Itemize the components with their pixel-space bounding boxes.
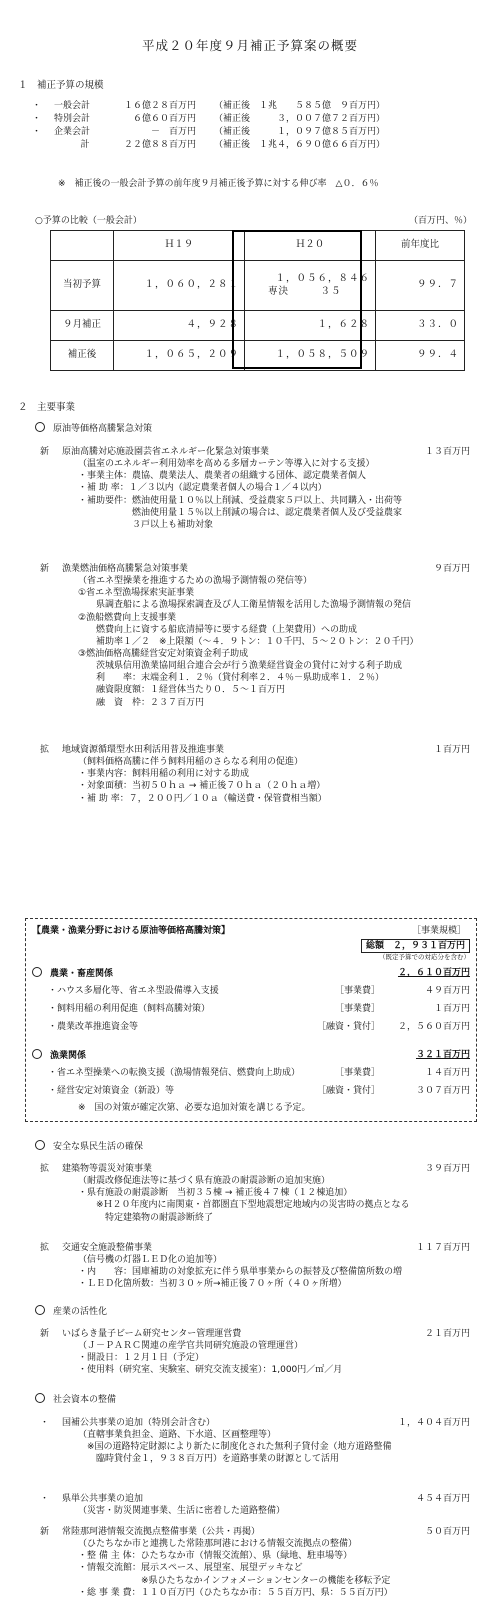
comparison-title: ○予算の比較（一般会計）	[35, 216, 142, 226]
group-heading-industry: 産業の活性化	[35, 1305, 107, 1318]
project-details: （災害・防災関連事業、生活に密着した道路整備）	[78, 1506, 286, 1517]
table-row: 補正後 １，０６５，２０９ １，０５８，５０９ ９９．４	[51, 341, 465, 371]
budget-row: ・ 一般会計 １６億２８百万円 （補正後 １兆 ５８５億 ９百万円）	[32, 101, 386, 111]
measure-row: ・飼料用稲の利用促進（飼料高騰対策） ［事業費］ １百万円	[48, 1004, 470, 1014]
group-heading-safety: 安全な県民生活の確保	[35, 1140, 143, 1153]
project-item-2: 新 漁業燃油価格高騰緊急対策事業 ９百万円 （省エネ型操業を推進するための漁場予測情報の発信等） ①省エネ型漁場探索実証事業 県調査船による漁場探索調査及び人工衛星情報を活用した漁場予測情報の発信 ②漁船燃費向上支援事業 燃費向上に資する船底清掃等に要する経費（上架費用）への助成 補助率１／２ ※上限額（～４．９トン：１０千円、５～２０トン：２０千円） ③燃油価格高騰経営安定対策資金利子助成 茨城県信用漁業協同組合連合会が行う漁業経営資金の貸付に対する利子助成 利 率：末端金利１．２％（貸付利率２．４％－県助成率１．２％） 融資限度額：１経営体当たり０．５～１百万円 融 資 枠：２３７百万円	[40, 564, 470, 708]
summary-scale-label: ［事業規模］	[411, 926, 466, 936]
fisheries-group: 漁業関係 ３２１百万円 ・省エネ型操業への転換支援（漁場情報発信、燃費向上助成） ［事業費］ １４百万円 ・経営安定対策資金（新設）等 ［融資・貸付］ ３０７百万円	[32, 1049, 470, 1103]
group-heading-oil: 原油等価格高騰緊急対策	[35, 422, 152, 435]
circle-bullet-icon	[35, 1393, 45, 1403]
project-item-3: 拡 地域資源循環型水田利活用普及推進事業 １百万円 （飼料価格高騰に伴う飼料用稲のさらなる利用の促進） ・事業内容：飼料用稲の利用に対する助成 ・対象面積：当初５０ｈａ → 補正後７０ｈａ（２０ｈａ増） ・補 助 率：７，２００円／１０ａ（輸送費・保管費相当額）	[40, 745, 470, 804]
summary-total: 総額 ２，９３１百万円	[361, 939, 470, 953]
measure-row: ・経営安定対策資金（新設）等 ［融資・貸付］ ３０７百万円	[48, 1086, 470, 1096]
comparison-unit: （百万円、％）	[408, 216, 472, 226]
project-item-6: 新 いばらき量子ビーム研究センター管理運営費 ２１百万円 （Ｊ－ＰＡＲＣ関連の産学官共同研究施設の管理運営） ・開設日：１２月１日（予定） ・使用料（研究室、実験室、研究交流支援室）：1,000円／㎡／月	[40, 1329, 470, 1376]
project-details: （温室のエネルギー利用効率を高める多層カーテン等導入に対する支援） ・事業主体：農協、農業法人、農業者の組織する団体、認定農業者個人 ・補 助 率：１／３以内（認定農業者個人の場合１／４以内） ・補助要件：燃油使用量１０％以上削減、受益農家５戸以上、共同購入・出荷等 燃油使用量１５％以上削減の場合は、認定農業者個人及び受益農家 ３戸以上も補助対象	[78, 459, 403, 530]
summary-box-title: 【農業・漁業分野における原油等価格高騰対策】	[32, 926, 231, 936]
project-details: （耐震改修促進法等に基づく県有施設の耐震診断の追加実施） ・県有施設の耐震診断 当初３５棟 → 補正後４７棟（１２棟追加） ※Ｈ２０年度内に南関東・首都圏直下型地震想定地域内の災害時の拠点となる 特定建築物の耐震診断終了	[78, 1176, 410, 1223]
project-item-5: 拡 交通安全施設整備事業 １１７百万円 （信号機の灯器ＬＥＤ化の追加等） ・内 容：国庫補助の対象拡充に伴う県単事業からの振替及び整備箇所数の増 ・ＬＥＤ化箇所数：当初３０ヶ所→補正後７０ヶ所（４０ヶ所増）	[40, 1243, 470, 1290]
circle-bullet-icon	[35, 422, 45, 432]
growth-rate-note: ※ 補正後の一般会計予算の前年度９月補正後予算に対する伸び率 △０．６％	[58, 179, 379, 189]
comparison-table	[50, 230, 465, 371]
table-header-row: Ｈ１９ Ｈ２０ 前年度比	[51, 231, 465, 261]
measure-row: ・ハウス多層化等、省エネ型設備導入支援 ［事業費］ ４９百万円	[48, 986, 470, 996]
project-item-4: 拡 建築物等震災対策事業 ３９百万円 （耐震改修促進法等に基づく県有施設の耐震診断の追加実施） ・県有施設の耐震診断 当初３５棟 → 補正後４７棟（１２棟追加） ※Ｈ２０年度内に南関東・首都圏直下型地震想定地域内の災害時の拠点となる 特定建築物の耐震診断終了	[40, 1164, 470, 1223]
budget-row: 計 ２２億８８百万円 （補正後 １兆４，６９０億６６百万円）	[80, 140, 386, 150]
budget-row: ・ 特別会計 ６億６０百万円 （補正後 ３，００７億７２百万円）	[32, 114, 386, 124]
section-2-heading: ２ 主要事業	[18, 402, 76, 413]
measure-row: ・省エネ型操業への転換支援（漁場情報発信、燃費向上助成） ［事業費］ １４百万円	[48, 1068, 470, 1078]
project-item-7: ・ 国補公共事業の追加（特別会計含む） １，４０４百万円 （直轄事業負担金、道路、下水道、区画整理等） ※国の道路特定財源により新たに制度化された無利子貸付金（地方道路整備 臨時貸付金１，９３８百万円）を道路事業の財源として活用	[40, 1418, 470, 1465]
section-1-heading: １ 補正予算の規模	[18, 80, 104, 91]
circle-bullet-icon	[35, 1305, 45, 1315]
budget-scale-list	[32, 100, 482, 152]
project-item-8: ・ 県単公共事業の追加 ４５４百万円 （災害・防災関連事業、生活に密着した道路整備）	[40, 1494, 470, 1517]
circle-bullet-icon	[32, 1049, 42, 1059]
table-row: 当初予算 １，０６０，２８１ １，０５６，８４６ 専決 ３５ ９９．７	[51, 261, 465, 311]
project-details: （省エネ型操業を推進するための漁場予測情報の発信等） ①省エネ型漁場探索実証事業 県調査船による漁場探索調査及び人工衛星情報を活用した漁場予測情報の発信 ②漁船燃費向上支援事業 燃費向上に資する船底清掃等に要する経費（上架費用）への助成 補助率１／２ ※上限額（～４．９トン：１０千円、５～２０トン：２０千円） ③燃油価格高騰経営安定対策資金利子助成 茨城県信用漁業協同組合連合会が行う漁業経営資金の貸付に対する利子助成 利 率：末端金利１．２％（貸付利率２．４％－県助成率１．２％） 融資限度額：１経営体当たり０．５～１百万円 融 資 枠：２３７百万円	[78, 576, 419, 708]
circle-bullet-icon	[32, 967, 42, 977]
summary-total-note: （既定予算での対応分を含む）	[379, 953, 470, 961]
document-title: 平成２０年度９月補正予算案の概要	[141, 38, 358, 53]
agriculture-group: 農業・畜産関係 ２，６１０百万円 ・ハウス多層化等、省エネ型設備導入支援 ［事業費］ ４９百万円 ・飼料用稲の利用促進（飼料高騰対策） ［事業費］ １百万円 ・農業改革推進資金等 ［融資・貸付］ ２，５６０百万円	[32, 967, 470, 1041]
project-details: （信号機の灯器ＬＥＤ化の追加等） ・内 容：国庫補助の対象拡充に伴う県単事業からの振替及び整備箇所数の増 ・ＬＥＤ化箇所数：当初３０ヶ所→補正後７０ヶ所（４０ヶ所増）	[78, 1255, 403, 1290]
project-details: （直轄事業負担金、道路、下水道、区画整理等） ※国の道路特定財源により新たに制度化された無利子貸付金（地方道路整備 臨時貸付金１，９３８百万円）を道路事業の財源として活用	[78, 1430, 392, 1465]
project-item-9: 新 常陸那珂港情報交流拠点整備事業（公共・再掲） ５０百万円 （ひたちなか市と連携した常陸那珂港における情報交流拠点の整備） ・整 備 主 体：ひたちなか市（情報交流館）、県（緑地、駐車場等） ・情報交流館：展示スペース、展望室、展望デッキなど ※県ひたちなかインフォメーションセンターの機能を移転予定 ・総 事 業 費：１１０百万円（ひたちなか市：５５百万円、県：５５百万円）	[40, 1527, 470, 1598]
group-heading-infrastructure: 社会資本の整備	[35, 1393, 116, 1406]
project-details: （Ｊ－ＰＡＲＣ関連の産学官共同研究施設の管理運営） ・開設日：１２月１日（予定） ・使用料（研究室、実験室、研究交流支援室）：1,000円／㎡／月	[78, 1341, 343, 1376]
project-details: （ひたちなか市と連携した常陸那珂港における情報交流拠点の整備） ・整 備 主 体：ひたちなか市（情報交流館）、県（緑地、駐車場等） ・情報交流館：展示スペース、展望室、展望デッキなど ※県ひたちなかインフォメーションセンターの機能を移転予定 ・総 事 業 費：１１０百万円（ひたちなか市：５５百万円、県：５５百万円）	[78, 1539, 393, 1598]
project-item-1: 新 原油高騰対応施設園芸省エネルギー化緊急対策事業 １３百万円 （温室のエネルギー利用効率を高める多層カーテン等導入に対する支援） ・事業主体：農協、農業法人、農業者の組織する団体、認定農業者個人 ・補 助 率：１／３以内（認定農業者個人の場合１／４以内） ・補助要件：燃油使用量１０％以上削減、受益農家５戸以上、共同購入・出荷等 燃油使用量１５％以上削減の場合は、認定農業者個人及び受益農家 ３戸以上も補助対象	[40, 447, 470, 530]
measure-row: ・農業改革推進資金等 ［融資・貸付］ ２，５６０百万円	[48, 1022, 470, 1032]
oil-measures-summary-box	[25, 918, 477, 1122]
summary-note: ※ 国の対策が確定次第、必要な追加対策を講じる予定。	[78, 1103, 311, 1113]
project-details: （飼料価格高騰に伴う飼料用稲のさらなる利用の促進） ・事業内容：飼料用稲の利用に対する助成 ・対象面積：当初５０ｈａ → 補正後７０ｈａ（２０ｈａ増） ・補 助 率：７，２００円／１０ａ（輸送費・保管費相当額）	[78, 757, 327, 804]
table-row: ９月補正 ４，９２８ １，６２８ ３３．０	[51, 311, 465, 341]
budget-row: ・ 企業会計 － 百万円 （補正後 １，０９７億８５百万円）	[32, 127, 386, 137]
circle-bullet-icon	[35, 1140, 45, 1150]
